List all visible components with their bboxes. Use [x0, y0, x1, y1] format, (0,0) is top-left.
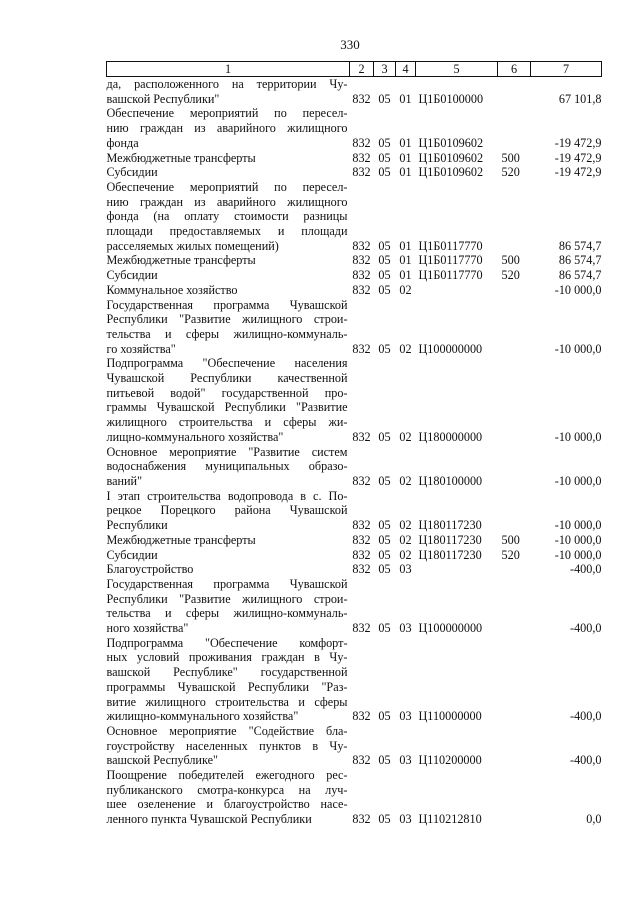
- expense-type-code: [498, 445, 531, 489]
- description-line: фонда (на оплату стоимости разницы: [106, 209, 348, 224]
- ministry-code: 832: [352, 473, 371, 488]
- subsection-code: 02: [399, 282, 412, 297]
- description-line: Основное мероприятие "Содействие бла-: [106, 723, 348, 738]
- ministry-code: 832: [352, 268, 371, 283]
- row-description: [107, 298, 350, 357]
- table-row: [107, 356, 602, 444]
- section-code: 05: [378, 709, 391, 724]
- subsection-code: 02: [399, 532, 412, 547]
- subsection-code: 02: [399, 341, 412, 356]
- description-line: вашской Республике": [106, 753, 218, 768]
- description-line: расселяемых жилых помещений): [106, 238, 279, 253]
- header-cell-4: 4: [396, 62, 416, 77]
- ministry-code: 832: [352, 518, 371, 533]
- header-cell-6: 6: [498, 62, 531, 77]
- subsection-code: 01: [399, 91, 412, 106]
- amount: -19 472,9: [554, 135, 602, 150]
- program-code: Ц1Б0117770: [418, 238, 483, 253]
- section-code: 05: [378, 562, 391, 577]
- section-code: 05: [378, 341, 391, 356]
- table-row: [107, 165, 602, 180]
- expense-type-code: [498, 298, 531, 357]
- subsection-code: 01: [399, 135, 412, 150]
- description-line: витие жилищного строительства и сферы: [106, 694, 348, 709]
- program-code: Ц1Б0109602: [418, 135, 484, 150]
- header-cell-3: 3: [374, 62, 396, 77]
- expense-type-code: 500: [501, 150, 520, 165]
- section-code: 05: [378, 135, 391, 150]
- row-description: [107, 180, 350, 254]
- amount: 86 574,7: [558, 268, 602, 283]
- description-line: Республики: [106, 518, 168, 533]
- ministry-code: 832: [352, 812, 371, 827]
- subsection-code: 01: [399, 268, 412, 283]
- description-line: Межбюджетные трансферты: [106, 532, 256, 547]
- section-code: 05: [378, 150, 391, 165]
- row-description: [107, 165, 350, 180]
- subsection-code: 03: [399, 621, 412, 636]
- ministry-code: 832: [352, 150, 371, 165]
- expense-type-code: 500: [501, 253, 520, 268]
- description-line: Республики "Развитие жилищного строи-: [106, 591, 348, 606]
- description-line: Подпрограмма "Обеспечение населения: [106, 356, 348, 371]
- description-line: граммы Чувашской Республики "Развитие: [106, 400, 348, 415]
- table-row: [107, 562, 602, 577]
- table-row: [107, 768, 602, 827]
- subsection-code: 01: [399, 238, 412, 253]
- subsection-code: 03: [399, 753, 412, 768]
- description-line: лищно-коммунального хозяйства": [106, 429, 284, 444]
- row-description: [107, 283, 350, 298]
- description-line: площади предоставляемых и площади: [106, 224, 348, 239]
- expense-type-code: [498, 636, 531, 724]
- section-code: 05: [378, 165, 391, 180]
- amount: 86 574,7: [558, 253, 602, 268]
- description-line: программы Чувашской Республики "Раз-: [106, 679, 348, 694]
- program-code: Ц110000000: [418, 709, 482, 724]
- subsection-code: 03: [399, 812, 412, 827]
- amount: -10 000,0: [554, 429, 602, 444]
- subsection-code: 01: [399, 253, 412, 268]
- section-code: 05: [378, 253, 391, 268]
- section-code: 05: [378, 91, 391, 106]
- expense-type-code: 520: [501, 547, 520, 562]
- description-line: Межбюджетные трансферты: [106, 253, 256, 268]
- row-description: [107, 768, 350, 827]
- description-line: публиканского смотра-конкурса на луч-: [106, 782, 348, 797]
- expense-type-code: [498, 106, 531, 150]
- column-number-header-row: [107, 62, 602, 77]
- description-line: Межбюджетные трансферты: [106, 150, 256, 165]
- ministry-code: 832: [352, 238, 371, 253]
- description-line: I этап строительства водопровода в с. По-: [106, 488, 348, 503]
- amount: -400,0: [570, 562, 602, 577]
- program-code: Ц180100000: [418, 473, 483, 488]
- page-number: 330: [340, 37, 360, 52]
- subsection-code: 02: [399, 518, 412, 533]
- row-description: [107, 151, 350, 166]
- amount: -400,0: [570, 621, 602, 636]
- section-code: 05: [378, 547, 391, 562]
- row-description: [107, 356, 350, 444]
- ministry-code: 832: [352, 621, 371, 636]
- header-cell-5: 5: [416, 62, 498, 77]
- section-code: 05: [378, 532, 391, 547]
- section-code: 05: [378, 812, 391, 827]
- program-code: Ц1Б0117770: [418, 253, 483, 268]
- description-line: нию граждан из аварийного жилищного: [106, 121, 348, 136]
- amount: -10 000,0: [554, 282, 602, 297]
- expense-type-code: [498, 489, 531, 533]
- description-line: Государственная программа Чувашской: [106, 297, 348, 312]
- ministry-code: 832: [352, 135, 371, 150]
- expense-type-code: [498, 180, 531, 254]
- section-code: 05: [378, 753, 391, 768]
- description-line: питьевой водой" государственной про-: [106, 385, 348, 400]
- amount: -400,0: [570, 753, 602, 768]
- program-code: Ц110200000: [418, 753, 482, 768]
- program-code: Ц180000000: [418, 429, 483, 444]
- ministry-code: 832: [352, 91, 371, 106]
- ministry-code: 832: [352, 282, 371, 297]
- subsection-code: 02: [399, 547, 412, 562]
- table-body: [107, 77, 602, 827]
- program-code: Ц100000000: [418, 621, 483, 636]
- amount: -400,0: [570, 709, 602, 724]
- table-row: [107, 724, 602, 768]
- row-description: [107, 724, 350, 768]
- section-code: 05: [378, 518, 391, 533]
- description-line: Субсидии: [106, 547, 158, 562]
- section-code: 05: [378, 268, 391, 283]
- description-line: гоустройству населенных пунктов в Чу-: [106, 738, 348, 753]
- subsection-code: 03: [399, 709, 412, 724]
- subsection-code: 01: [399, 150, 412, 165]
- row-description: [107, 77, 350, 107]
- expense-type-code: [498, 283, 531, 298]
- program-code: Ц180117230: [418, 518, 482, 533]
- header-cell-1: 1: [107, 62, 350, 77]
- description-line: Республики "Развитие жилищного строи-: [106, 312, 348, 327]
- table-row: [107, 180, 602, 254]
- program-code: [416, 562, 498, 577]
- description-line: да, расположенного на территории Чу-: [106, 77, 348, 91]
- description-line: Субсидии: [106, 268, 158, 283]
- ministry-code: 832: [352, 253, 371, 268]
- description-line: Обеспечение мероприятий по пересел-: [106, 106, 348, 121]
- table-row: [107, 298, 602, 357]
- table-row: [107, 106, 602, 150]
- ministry-code: 832: [352, 709, 371, 724]
- description-line: Чувашской Республики качественной: [106, 371, 348, 386]
- amount: -10 000,0: [554, 532, 602, 547]
- row-description: [107, 533, 350, 548]
- table-row: [107, 636, 602, 724]
- subsection-code: 03: [399, 562, 412, 577]
- expense-type-code: [498, 356, 531, 444]
- description-line: вашской Республике" государственной: [106, 665, 348, 680]
- description-line: фонда: [106, 135, 139, 150]
- description-line: нию граждан из аварийного жилищного: [106, 194, 348, 209]
- ministry-code: 832: [352, 547, 371, 562]
- description-line: Поощрение победителей ежегодного рес-: [106, 768, 348, 783]
- description-line: Подпрограмма "Обеспечение комфорт-: [106, 635, 348, 650]
- amount: -10 000,0: [554, 547, 602, 562]
- description-line: вашской Республики": [106, 91, 220, 106]
- program-code: Ц1Б0100000: [418, 91, 484, 106]
- section-code: 05: [378, 238, 391, 253]
- amount: -19 472,9: [554, 165, 602, 180]
- description-line: рецкое Порецкого района Чувашской: [106, 503, 348, 518]
- ministry-code: 832: [352, 562, 371, 577]
- amount: -10 000,0: [554, 473, 602, 488]
- row-description: [107, 548, 350, 563]
- subsection-code: 02: [399, 473, 412, 488]
- program-code: Ц180117230: [418, 547, 482, 562]
- amount: 86 574,7: [558, 238, 602, 253]
- row-description: [107, 562, 350, 577]
- amount: -19 472,9: [554, 150, 602, 165]
- program-code: Ц1Б0117770: [418, 268, 483, 283]
- section-code: 05: [378, 282, 391, 297]
- description-line: Благоустройство: [106, 562, 194, 577]
- ministry-code: 832: [352, 753, 371, 768]
- expense-type-code: [498, 577, 531, 636]
- header-cell-7: 7: [531, 62, 602, 77]
- description-line: го хозяйства": [106, 341, 176, 356]
- table-row: [107, 577, 602, 636]
- amount: -10 000,0: [554, 341, 602, 356]
- program-code: Ц1Б0109602: [418, 150, 484, 165]
- table-row: [107, 533, 602, 548]
- table-row: [107, 489, 602, 533]
- description-line: Субсидии: [106, 165, 158, 180]
- description-line: ленного пункта Чувашской Республики: [106, 812, 312, 827]
- program-code: [416, 283, 498, 298]
- description-line: жилищно-коммунального хозяйства": [106, 709, 299, 724]
- ministry-code: 832: [352, 165, 371, 180]
- row-description: [107, 268, 350, 283]
- description-line: ного хозяйства": [106, 621, 189, 636]
- expense-type-code: 500: [501, 532, 520, 547]
- program-code: Ц100000000: [418, 341, 483, 356]
- description-line: тельства и сферы жилищно-коммуналь-: [106, 326, 348, 341]
- program-code: Ц1Б0109602: [418, 165, 484, 180]
- description-line: Обеспечение мероприятий по пересел-: [106, 179, 348, 194]
- description-line: Основное мероприятие "Развитие систем: [106, 444, 348, 459]
- expense-type-code: 520: [501, 268, 520, 283]
- description-line: ваний": [106, 473, 143, 488]
- table-row: [107, 548, 602, 563]
- expense-type-code: [498, 724, 531, 768]
- amount: 0,0: [586, 812, 602, 827]
- row-description: [107, 445, 350, 489]
- expense-type-code: [498, 77, 531, 107]
- description-line: Коммунальное хозяйство: [106, 282, 238, 297]
- table-row: [107, 268, 602, 283]
- expense-type-code: [498, 768, 531, 827]
- program-code: Ц110212810: [418, 812, 482, 827]
- table-row: [107, 77, 602, 107]
- expense-type-code: [498, 562, 531, 577]
- section-code: 05: [378, 621, 391, 636]
- header-cell-2: 2: [350, 62, 374, 77]
- ministry-code: 832: [352, 429, 371, 444]
- row-description: [107, 106, 350, 150]
- table-row: [107, 253, 602, 268]
- section-code: 05: [378, 473, 391, 488]
- expense-type-code: 520: [501, 165, 520, 180]
- amount: 67 101,8: [558, 91, 602, 106]
- section-code: 05: [378, 429, 391, 444]
- row-description: [107, 253, 350, 268]
- description-line: тельства и сферы жилищно-коммуналь-: [106, 606, 348, 621]
- ministry-code: 832: [352, 341, 371, 356]
- budget-table-container: [106, 61, 602, 827]
- description-line: водоснабжения муниципальных образо-: [106, 459, 348, 474]
- ministry-code: 832: [352, 532, 371, 547]
- program-code: Ц180117230: [418, 532, 482, 547]
- description-line: ных условий проживания граждан в Чу-: [106, 650, 348, 665]
- row-description: [107, 489, 350, 533]
- table-row: [107, 445, 602, 489]
- row-description: [107, 577, 350, 636]
- description-line: шее озеленение и благоустройство насе-: [106, 797, 348, 812]
- subsection-code: 01: [399, 165, 412, 180]
- row-description: [107, 636, 350, 724]
- table-row: [107, 151, 602, 166]
- description-line: жилищного строительства и сферы жи-: [106, 415, 348, 430]
- description-line: Государственная программа Чувашской: [106, 576, 348, 591]
- amount: -10 000,0: [554, 518, 602, 533]
- table-row: [107, 283, 602, 298]
- subsection-code: 02: [399, 429, 412, 444]
- budget-table: [106, 61, 602, 827]
